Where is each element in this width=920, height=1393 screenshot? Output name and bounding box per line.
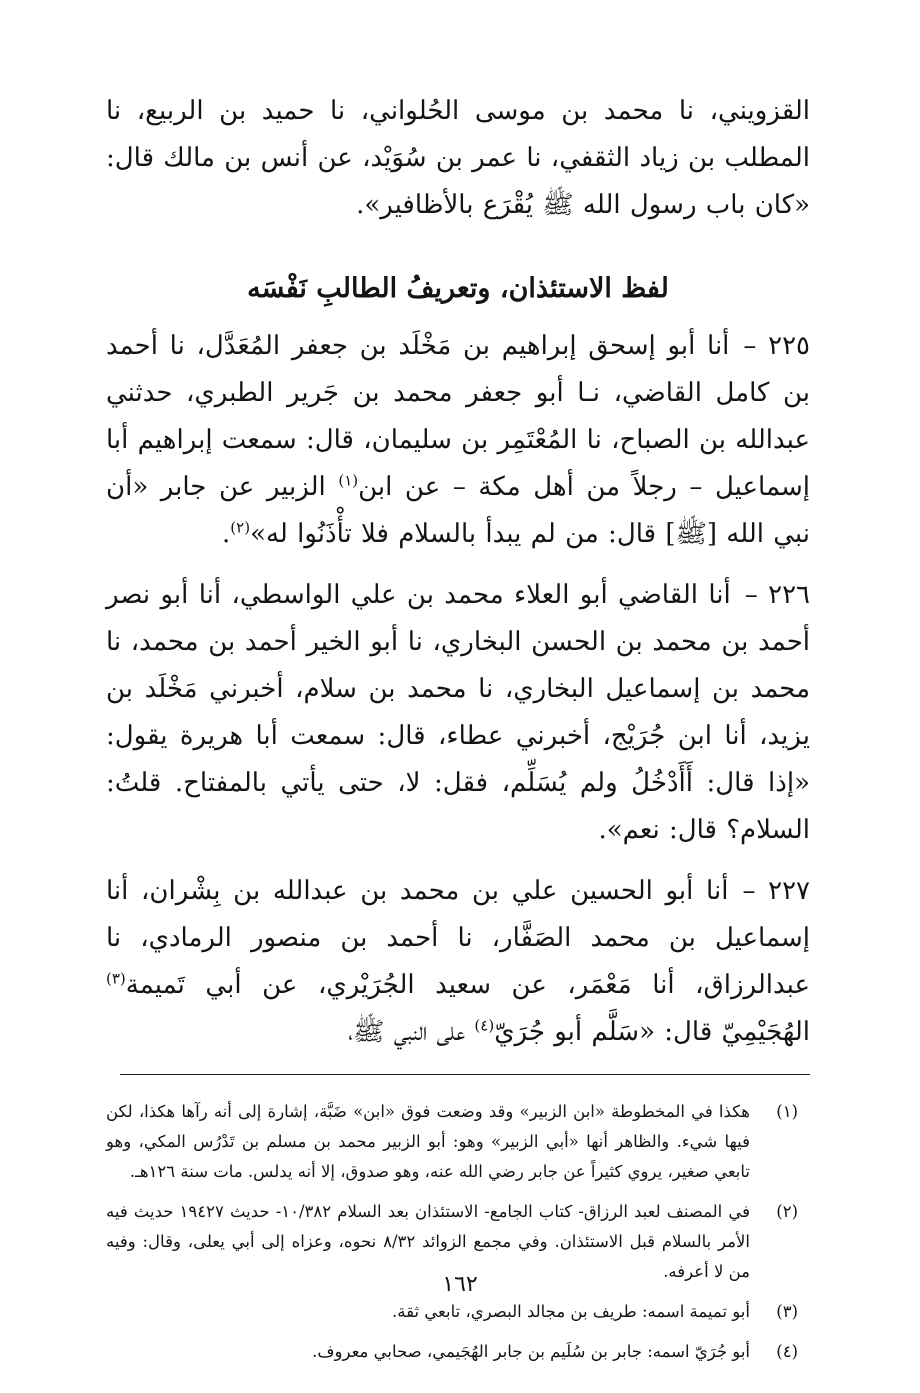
footnote-ref-1[interactable]: (١) — [338, 471, 359, 490]
hadith-text-end: . — [222, 519, 231, 549]
footnote-ref-2[interactable]: (٢) — [230, 518, 251, 537]
hadith-number: ٢٢٦ – — [744, 580, 811, 610]
hadith-number: ٢٢٧ – — [742, 876, 811, 906]
hadith-number: ٢٢٥ – — [743, 331, 811, 361]
footnote-text: أبو جُرَيّ اسمه: جابر بن سُلَيم بن جابر الهُجَيمي، صحابي معروف. — [312, 1342, 750, 1361]
footnote-4 — [106, 1337, 810, 1367]
footnote-number: (٣) — [776, 1302, 798, 1321]
hadith-text-end: على النبي ﷺ، — [348, 1017, 475, 1047]
footnote-text: أبو تميمة اسمه: طريف بن مجالد البصري، تابعي ثقة. — [392, 1302, 750, 1321]
page-number: ١٦٢ — [442, 1272, 478, 1297]
hadith-text: أنا القاضي أبو العلاء محمد بن علي الواسطي، أنا أبو نصر أحمد بن محمد بن الحسن البخاري، نا أبو الخير أحمد بن محمد، نا محمد بن إسماعيل البخاري، نا محمد بن سلام، أخبرني مَخْلَد بن يزيد، أنا ابن جُرَيْج، أخبرني عطاء، قال: سمعت أبا هريرة يقول: «إذا قال: أَأَدْخُلُ ولم يُسَلِّم، فقل: لا، حتى يأتي بالمفتاح. قلتُ: السلام؟ قال: نعم». — [106, 580, 810, 845]
hadith-225 — [106, 323, 810, 558]
footnote-1 — [106, 1097, 810, 1187]
footnote-number: (٢) — [776, 1202, 798, 1221]
section-heading: لفظ الاستئذان، وتعريفُ الطالبِ نَفْسَه — [247, 273, 669, 304]
opening-paragraph: القزويني، نا محمد بن موسى الحُلواني، نا حميد بن الربيع، نا المطلب بن زياد الثقفي، نا عمر بن سُوَيْد، عن أنس بن مالك قال: «كان باب رسول الله ﷺ يُقْرَع بالأظافير». — [106, 96, 810, 220]
footnote-text: في المصنف لعبد الرزاق- كتاب الجامع- الاستئذان بعد السلام ١٠/٣٨٢- حديث ١٩٤٢٧ حديث فيه الأمر بالسلام قبل الاستئذان. وفي مجمع الزوائد ٨/٣٢ نحوه، وعزاه إلى أبي يعلى، وقال: وفيه من لا أعرفه. — [106, 1202, 750, 1281]
hadith-227 — [106, 868, 810, 1056]
hadith-226 — [106, 572, 810, 854]
hadith-text: أنا أبو الحسين علي بن محمد بن عبدالله بن بِشْران، أنا إسماعيل بن محمد الصَفَّار، نا أحمد بن منصور الرمادي، نا عبدالرزاق، أنا مَعْمَر، عن سعيد الجُرَيْري، عن أبي تَميمة — [106, 876, 810, 1000]
footnote-ref-4[interactable]: (٤) — [474, 1016, 495, 1035]
footnote-divider — [120, 1074, 810, 1075]
footnote-number: (٤) — [776, 1342, 798, 1361]
hadith-text-continued: الزبير عن جابر «أن نبي الله [ﷺ] قال: من لم يبدأ بالسلام فلا تأْذَنُوا له» — [106, 472, 810, 549]
footnote-number: (١) — [776, 1102, 798, 1121]
hadith-text: أنا أبو إسحق إبراهيم بن مَخْلَد بن جعفر المُعَدَّل، نا أحمد بن كامل القاضي، نـا أبو جعفر محمد بن جَرير الطبري، حدثني عبدالله بن الصباح، نا المُعْتَمِر بن سليمان، قال: سمعت إبراهيم أبا إسماعيل – رجلاً من أهل مكة – عن ابن — [106, 331, 810, 502]
hadith-text-continued: الهُجَيْمِيّ قال: «سَلَّم أبو جُرَيّ — [494, 1017, 810, 1047]
footnote-text: هكذا في المخطوطة «ابن الزبير» وقد وضعت فوق «ابن» ضَبَّة، إشارة إلى أنه رآها هكذا، لكن فيها شيء. والظاهر أنها «أبي الزبير» وهو: أبو الزبير محمد بن مسلم بن تَدْرُس المكي، وهو تابعي صغير، يروي كثيراً عن جابر رضي الله عنه، وهو صدوق، إلا أنه يدلس. مات سنة ١٢٦هـ. — [106, 1102, 750, 1181]
footnote-ref-3[interactable]: (٣) — [106, 969, 126, 988]
footnote-3 — [106, 1297, 810, 1327]
